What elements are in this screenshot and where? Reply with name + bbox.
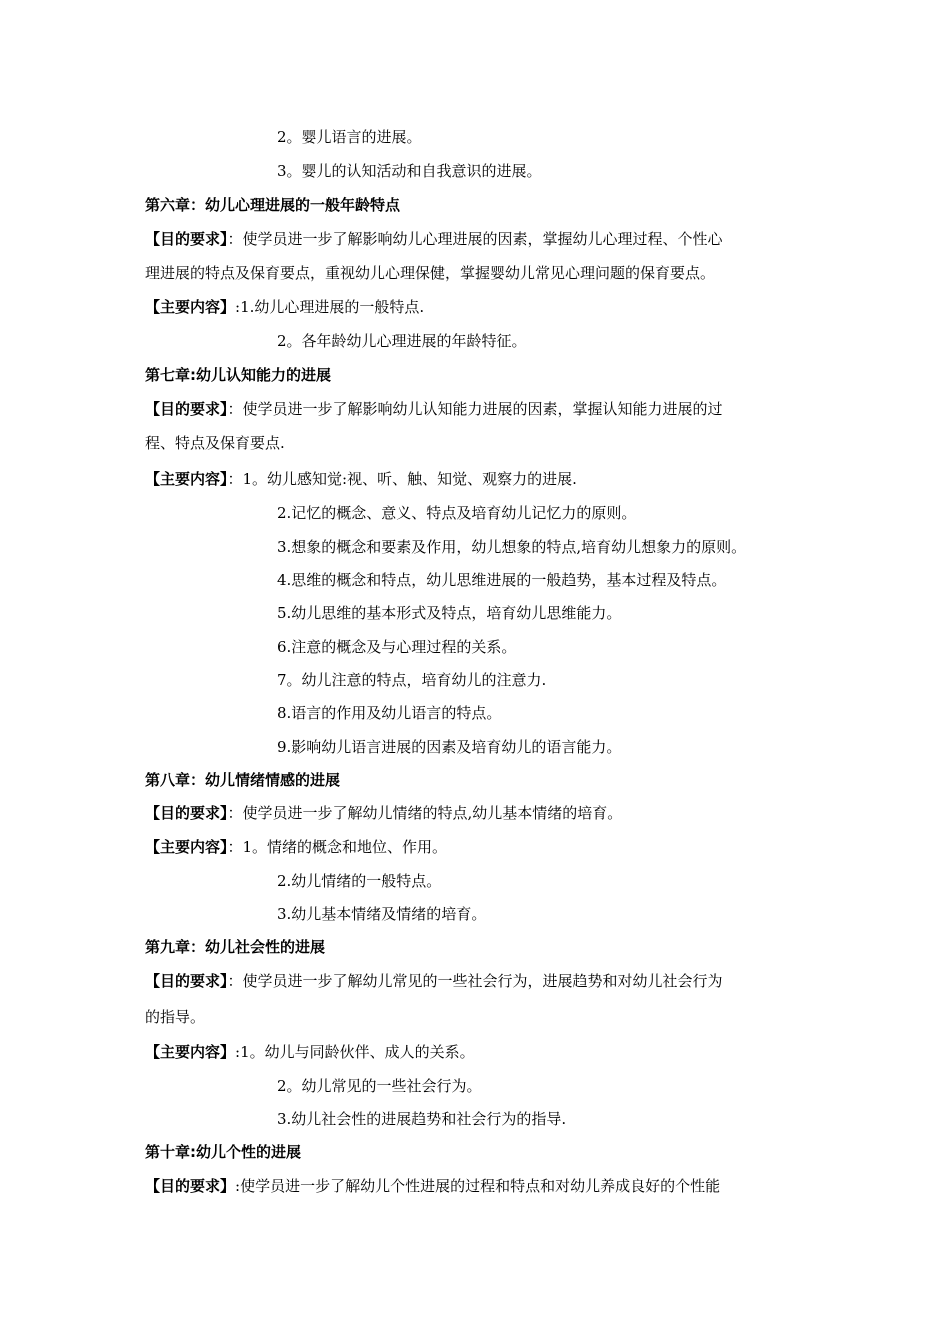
main-text: :1.幼儿心理进展的一般特点.: [235, 298, 425, 316]
chapter-title: 第十章:幼儿个性的进展: [145, 1143, 301, 1161]
list-item: 5.幼儿思维的基本形式及特点，培育幼儿思维能力。: [277, 604, 622, 622]
main-content-line: [145, 297, 424, 317]
goal-text: :使学员进一步了解幼儿个性进展的过程和特点和对幼儿养成良好的个性能: [235, 1177, 721, 1195]
chapter-title: 第八章：幼儿情绪情感的进展: [145, 771, 341, 789]
goal-label: 【目的要求】: [145, 400, 228, 418]
goal-line: [145, 229, 723, 249]
goal-label: 【目的要求】: [145, 972, 228, 990]
goal-label: 【目的要求】: [145, 230, 228, 248]
main-text: ：1。情绪的概念和地位、作用。: [227, 838, 448, 856]
goal-text: ：使学员进一步了解影响幼儿心理进展的因素，掌握幼儿心理过程、个性心: [227, 230, 723, 248]
goal-line: [145, 1176, 720, 1196]
chapter-title: 第九章：幼儿社会性的进展: [145, 938, 326, 956]
list-item: 2.幼儿情绪的一般特点。: [277, 872, 442, 890]
list-item: 7。幼儿注意的特点，培育幼儿的注意力.: [277, 671, 547, 689]
main-content-line: [145, 837, 447, 857]
main-text: :1。幼儿与同龄伙伴、成人的关系。: [235, 1043, 475, 1061]
list-item: 8.语言的作用及幼儿语言的特点。: [277, 704, 502, 722]
goal-label: 【目的要求】: [145, 1177, 236, 1195]
list-item: 2。幼儿常见的一些社会行为。: [277, 1077, 482, 1095]
goal-text: ：使学员进一步了解影响幼儿认知能力进展的因素，掌握认知能力进展的过: [227, 400, 723, 418]
list-item: 2。各年龄幼儿心理进展的年龄特征。: [277, 332, 527, 350]
goal-line: [145, 399, 723, 419]
list-item: 3.想象的概念和要素及作用，幼儿想象的特点,培育幼儿想象力的原则。: [277, 538, 747, 556]
main-text: ：1。幼儿感知觉:视、听、触、知觉、观察力的进展.: [227, 470, 577, 488]
main-label: 【主要内容】: [145, 838, 228, 856]
list-item: 3。婴儿的认知活动和自我意识的进展。: [277, 162, 542, 180]
list-item: 2。婴儿语言的进展。: [277, 128, 422, 146]
main-label: 【主要内容】: [145, 1043, 236, 1061]
list-item: 4.思维的概念和特点，幼儿思维进展的一般趋势，基本过程及特点。: [277, 571, 727, 589]
list-item: 3.幼儿社会性的进展趋势和社会行为的指导.: [277, 1110, 567, 1128]
chapter-title: 第六章：幼儿心理进展的一般年龄特点: [145, 196, 401, 214]
goal-continuation: 理进展的特点及保育要点，重视幼儿心理保健，掌握婴幼儿常见心理问题的保育要点。: [145, 264, 716, 282]
list-item: 6.注意的概念及与心理过程的关系。: [277, 638, 517, 656]
goal-text: ：使学员进一步了解幼儿情绪的特点,幼儿基本情绪的培育。: [227, 804, 623, 822]
main-label: 【主要内容】: [145, 470, 228, 488]
list-item: 9.影响幼儿语言进展的因素及培育幼儿的语言能力。: [277, 738, 622, 756]
list-item: 3.幼儿基本情绪及情绪的培育。: [277, 905, 487, 923]
goal-label: 【目的要求】: [145, 804, 228, 822]
main-content-line: [145, 469, 577, 489]
chapter-title: 第七章:幼儿认知能力的进展: [145, 366, 331, 384]
goal-line: [145, 971, 723, 991]
goal-line: [145, 803, 622, 823]
goal-continuation: 程、特点及保育要点.: [145, 434, 285, 452]
goal-text: ：使学员进一步了解幼儿常见的一些社会行为，进展趋势和对幼儿社会行为: [227, 972, 723, 990]
list-item: 2.记忆的概念、意义、特点及培育幼儿记忆力的原则。: [277, 504, 637, 522]
main-content-line: [145, 1042, 475, 1062]
goal-continuation: 的指导。: [145, 1008, 206, 1026]
main-label: 【主要内容】: [145, 298, 236, 316]
